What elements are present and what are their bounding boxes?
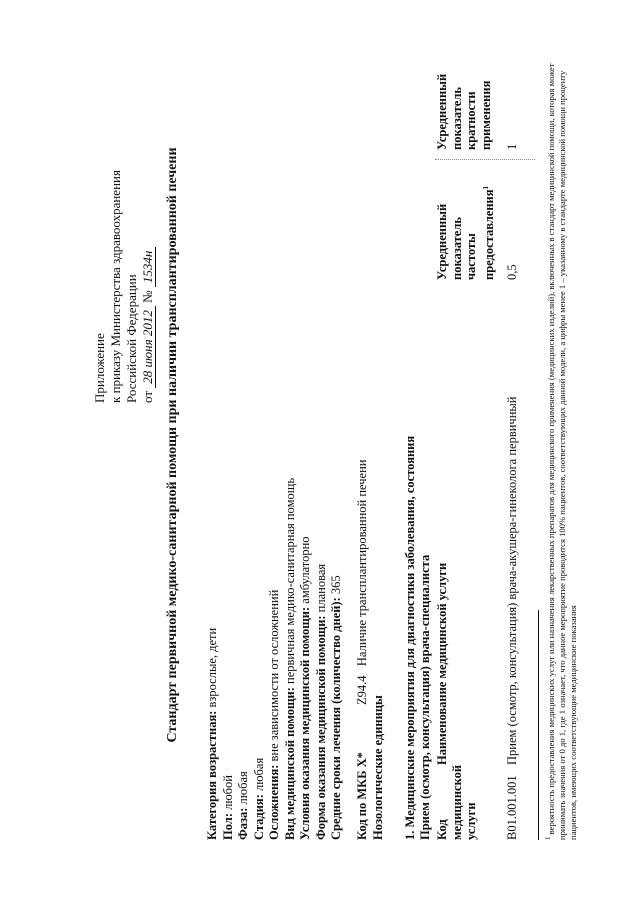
icd-code-row — [355, 460, 371, 841]
param-care-conditions: Условия оказания медицинской помощи: амбулаторно — [298, 536, 312, 840]
header-code: Код медицинской услуги — [435, 764, 478, 840]
param-duration: Средние сроки лечения (количество дней): 365 — [329, 575, 343, 840]
row-frequency: 0,5 — [505, 264, 519, 280]
section-heading-block — [403, 436, 433, 840]
icd-code: Z94.4 — [355, 675, 369, 705]
appendix-line-2: к приказу Министерства здравоохранения — [108, 170, 123, 403]
param-phase: Фаза: любая — [236, 771, 250, 840]
appendix-line-1: Приложение — [92, 333, 107, 403]
header-service-name: Наименование медицинской услуги — [435, 562, 449, 765]
param-sex: Пол: любой — [220, 775, 235, 840]
section-subheading: Прием (осмотр, консультация) врача-специалиста — [418, 554, 432, 840]
header-multiplicity: Усредненный показатель кратности применения — [435, 73, 493, 150]
icd-code-label: Код по МКБ X* — [355, 752, 369, 840]
icd-nosology-row — [371, 460, 387, 841]
param-age: Категория возрастная: взрослые, дети — [205, 627, 219, 840]
appendix-date-line — [140, 170, 156, 403]
handwritten-date: 28 июня 2012 — [140, 306, 156, 388]
icd-name: Наличие трансплантированной печени — [355, 459, 369, 667]
param-care-form: Форма оказания медицинской помощи: плановая — [313, 563, 328, 840]
number-prefix: № — [140, 290, 155, 303]
footnote-ref: 1 — [481, 185, 490, 190]
date-prefix: от — [140, 390, 155, 403]
footnote-text: вероятность предоставления медицинских услуг или назначения лекарственных препаратов для медицинского применения (медицинских изделий), включенных в стандарт медицинской помощи, которая может принимать значения от 0 до 1, где 1 означает, что данное мероприятие проводится 100% пациентов, соответствующих данной модели, а цифры менее 1 – указанному в стандарте медицинской помощи проценту пациентов, имеющих соответствующие медицинские показания — [545, 63, 578, 840]
nosology-label: Нозологические единицы — [370, 695, 385, 840]
footnote — [543, 40, 579, 840]
param-complications: Осложнения: вне зависимости от осложнений — [267, 589, 281, 840]
icd-block — [355, 460, 386, 841]
row-code: B01.001.001 — [505, 775, 519, 840]
handwritten-number: 1534н — [140, 247, 156, 287]
footnote-separator — [538, 610, 539, 840]
document-title: Стандарт первичной медико-санитарной помощи при наличии трансплантированной печени — [165, 147, 180, 743]
section-heading: 1. Медицинские мероприятия для диагностики заболевания, состояния — [403, 435, 417, 840]
header-frequency: Усредненный показатель частоты предоставления$^1$ — [435, 185, 496, 280]
standard-parameters — [205, 478, 345, 840]
row-multiplicity: 1 — [505, 143, 519, 150]
footnote-mark: 1 — [544, 836, 552, 840]
row-service-name: Прием (осмотр, консультация) врача-акушера-гинеколога первичный — [505, 396, 519, 765]
param-stage: Стадия: любая — [251, 757, 266, 840]
appendix-line-3: Российской Федерации — [124, 274, 139, 403]
param-care-type: Вид медицинской помощи: первичная медико-санитарная помощь — [282, 477, 297, 840]
column-divider — [435, 159, 535, 160]
appendix-block — [92, 170, 156, 403]
